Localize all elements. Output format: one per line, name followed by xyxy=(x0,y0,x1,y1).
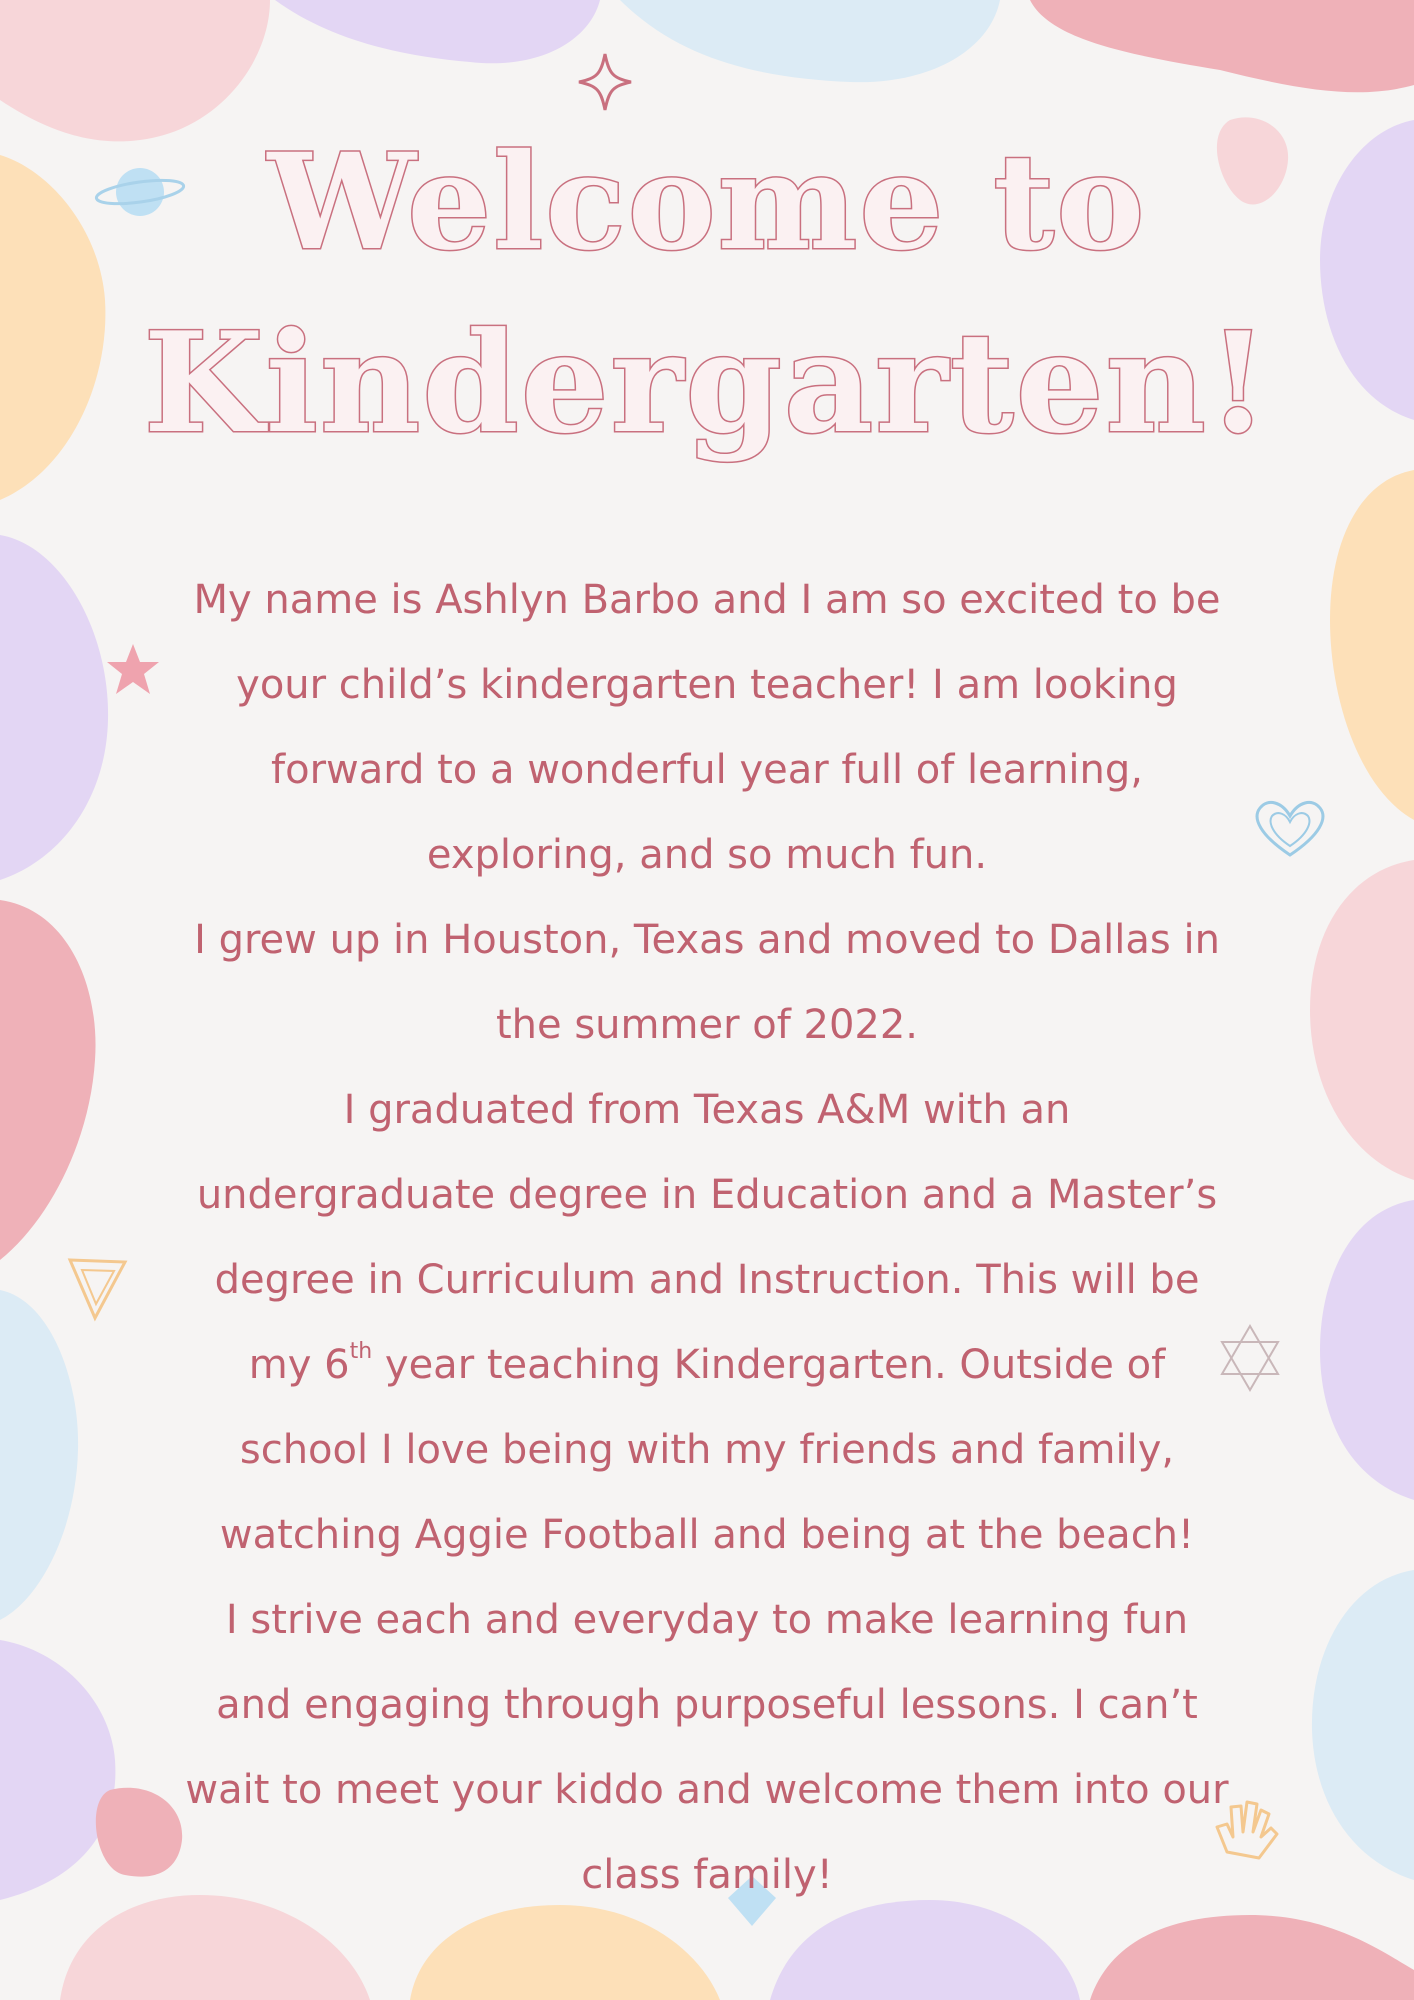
body-line: your child’s kindergarten teacher! I am looking xyxy=(236,662,1178,708)
blob-left-lavender-low xyxy=(0,1640,115,1900)
blob-right-lavender-2 xyxy=(1320,1200,1414,1500)
body-line: school I love being with my friends and family, xyxy=(239,1427,1175,1473)
body-line: and engaging through purposeful lessons. I can’t xyxy=(216,1682,1198,1728)
body-line: degree in Curriculum and Instruction. This will be xyxy=(214,1257,1200,1303)
blob-right-peach xyxy=(1330,470,1414,820)
blob-top-blue xyxy=(620,0,1000,82)
blob-left-blue xyxy=(0,1290,78,1620)
body-line: class family! xyxy=(581,1852,833,1898)
body-line: undergraduate degree in Education and a Master’s xyxy=(196,1172,1218,1218)
years-suffix: year teaching Kindergarten. Outside of xyxy=(372,1342,1166,1388)
blob-top-right-pink xyxy=(1030,0,1414,92)
body-line: the summer of 2022. xyxy=(495,1002,919,1048)
body-line: watching Aggie Football and being at the beach! xyxy=(219,1512,1195,1558)
sparkle-icon xyxy=(579,54,631,110)
blob-bottom-right-pink xyxy=(1090,1915,1414,2000)
ordinal-suffix: th xyxy=(349,1338,373,1364)
welcome-letter-body xyxy=(150,558,1264,1918)
body-line: I graduated from Texas A&M with an xyxy=(343,1087,1071,1133)
page-title-line-2: Kindergarten! xyxy=(143,301,1271,464)
blob-right-blue xyxy=(1312,1570,1414,1880)
blob-left-lavender xyxy=(0,535,108,880)
body-line: forward to a wonderful year full of learning, xyxy=(271,747,1143,793)
triangle-icon xyxy=(70,1260,125,1318)
blob-bottom-peach xyxy=(410,1905,720,2000)
body-line: I grew up in Houston, Texas and moved to Dallas in xyxy=(194,917,1220,963)
years-prefix: my 6 xyxy=(248,1342,350,1388)
body-line: I strive each and everyday to make learning fun xyxy=(225,1597,1189,1643)
blob-right-pink xyxy=(1310,860,1414,1180)
blob-top-lavender xyxy=(275,0,600,63)
page-title-line-1: Welcome to xyxy=(267,125,1147,280)
blob-left-pink xyxy=(0,900,96,1260)
heart-icon xyxy=(1257,802,1323,855)
body-line: My name is Ashlyn Barbo and I am so excited to be xyxy=(193,577,1221,623)
body-line-years xyxy=(150,1323,1264,1408)
body-line: wait to meet your kiddo and welcome them into our xyxy=(185,1767,1229,1813)
body-line: exploring, and so much fun. xyxy=(426,832,988,878)
